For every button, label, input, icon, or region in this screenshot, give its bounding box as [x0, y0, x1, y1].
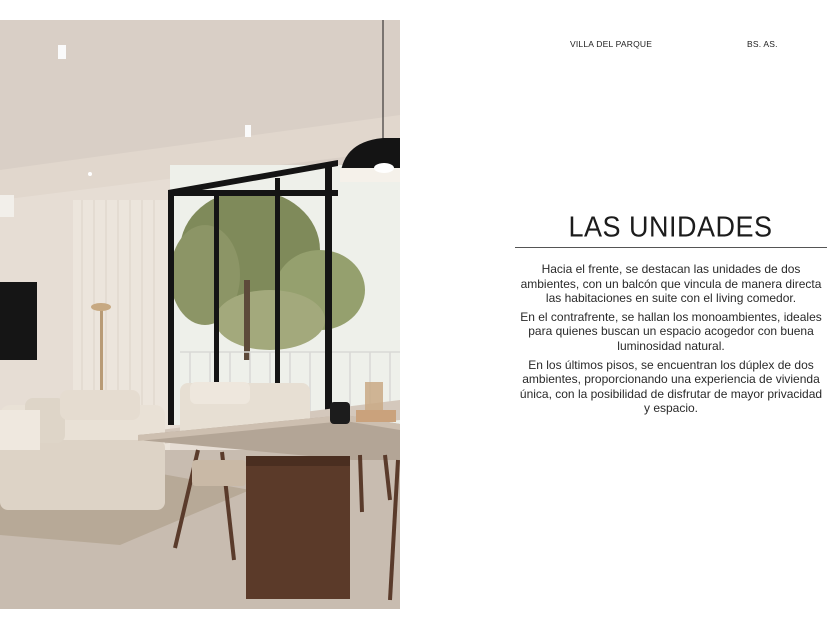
title-divider	[515, 247, 827, 248]
section-body	[516, 262, 826, 420]
city-label: BS. AS.	[747, 39, 778, 49]
paragraph-duplex-units: En los últimos pisos, se encuentran los dúplex de dos ambientes, proporcionando una experiencia de vivienda única, con la posibilidad de disfrutar de mayor privacidad y espacio.	[519, 357, 823, 416]
paragraph-back-units: En el contrafrente, se hallan los monoambientes, ideales para quienes buscan un espacio acogedor con buena luminosidad natural.	[520, 309, 822, 353]
paragraph-front-units: Hacia el frente, se destacan las unidades de dos ambientes, con un balcón que vincula de manera directa las habitaciones en suite con el living comedor.	[520, 262, 822, 306]
location-label: VILLA DEL PARQUE	[570, 39, 653, 49]
section-title: LAS UNIDADES	[568, 211, 773, 243]
interior-photo	[0, 20, 400, 609]
